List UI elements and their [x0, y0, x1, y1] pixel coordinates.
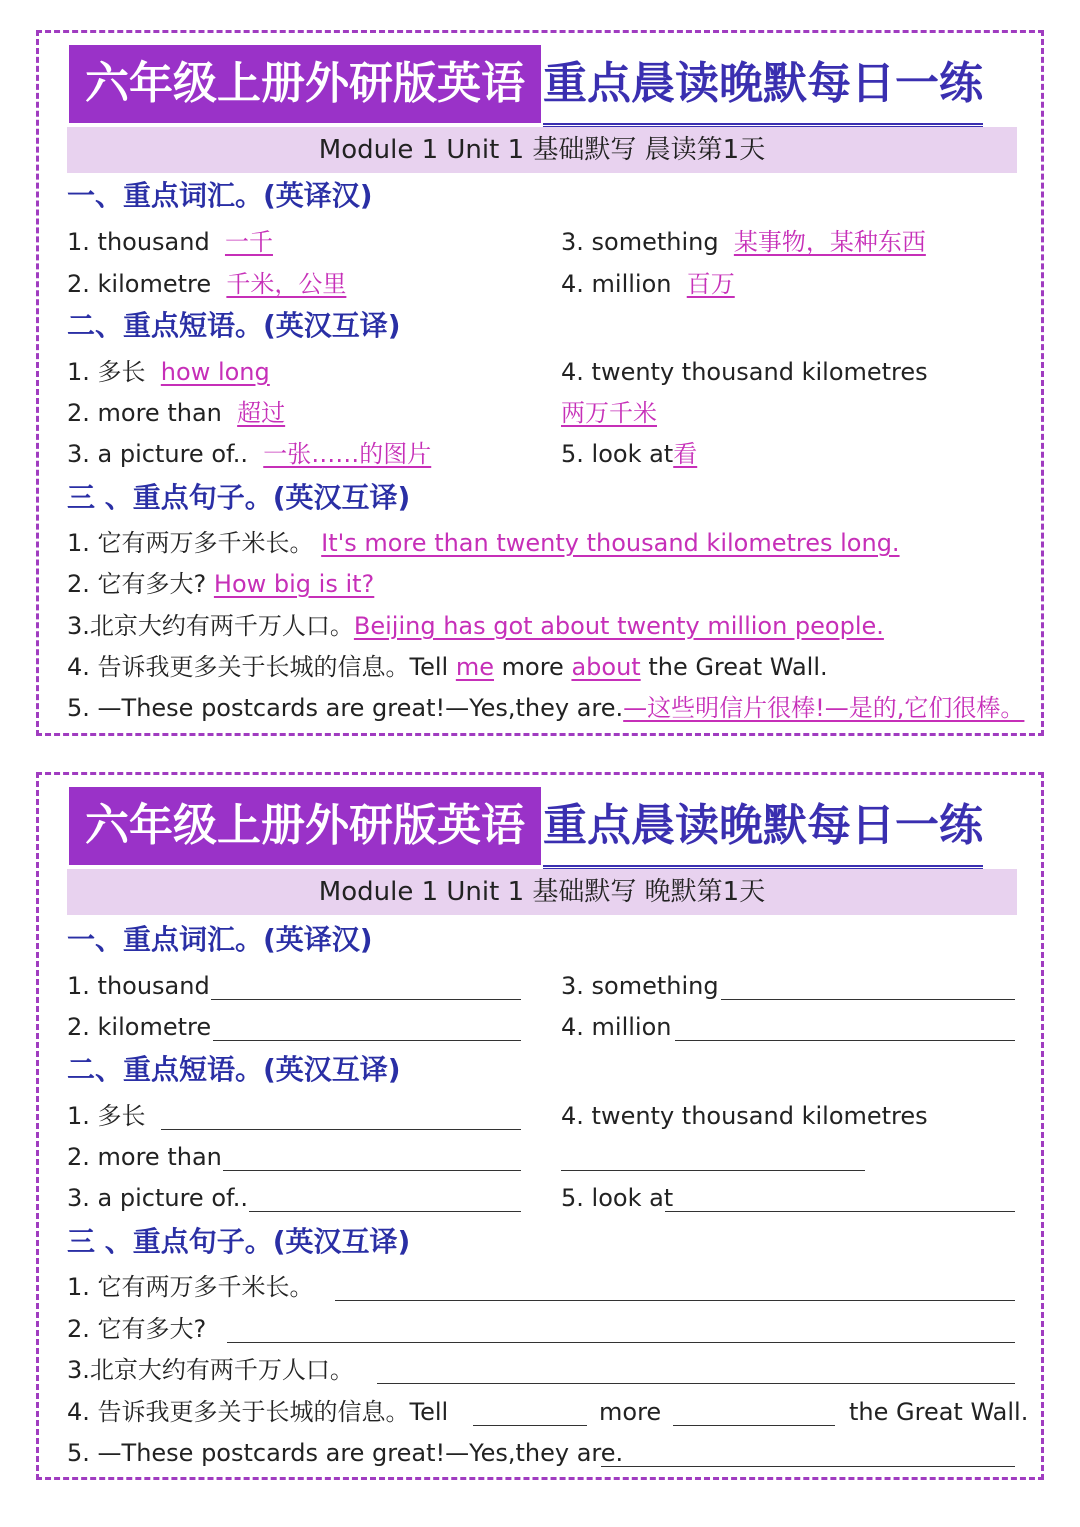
phrase-answer: 一张……的图片: [263, 440, 432, 468]
answer-blank[interactable]: [473, 1425, 587, 1426]
answer-blank[interactable]: [213, 1040, 521, 1041]
sentence-word: the Great Wall.: [849, 1398, 1029, 1426]
answer-blank[interactable]: [675, 1040, 1015, 1041]
vocab-item: 1. thousand: [67, 972, 210, 1000]
phrase-item: 1. 多长: [67, 1102, 146, 1130]
vocab-answer: 百万: [686, 270, 735, 298]
answer-blank[interactable]: [335, 1300, 1015, 1301]
vocab-answer: 千米，公里: [226, 270, 347, 298]
phrase-item: 5. look at看: [561, 440, 698, 468]
subtitle-bar: [67, 127, 1017, 173]
phrase-answer: 两万千米: [561, 399, 657, 427]
morning-reading-card: [36, 30, 1044, 736]
vocab-item: 3. something 某事物，某种东西: [561, 228, 926, 256]
sentence-item: 2. 它有多大?: [67, 1315, 207, 1343]
vocab-item: 4. million: [561, 1013, 672, 1041]
answer-blank[interactable]: [377, 1383, 1015, 1384]
subtitle-bar: [67, 869, 1017, 915]
answer-blank[interactable]: [223, 1170, 521, 1171]
sentence-item: 5. —These postcards are great!—Yes,they are.: [67, 1439, 624, 1467]
section-phrases-heading: 二、重点短语。(英汉互译): [67, 1053, 401, 1086]
phrase-answer: 超过: [237, 399, 286, 427]
sentence-answer: It's more than twenty thousand kilometres long.: [321, 529, 900, 557]
sentence-answer: about: [571, 653, 641, 681]
phrase-item: 1. 多长 how long: [67, 358, 270, 386]
vocab-item: 4. million 百万: [561, 270, 735, 298]
vocab-answer: 一千: [224, 228, 273, 256]
answer-blank[interactable]: [561, 1170, 865, 1171]
answer-blank[interactable]: [721, 999, 1015, 1000]
sentence-answer: How big is it?: [213, 570, 375, 598]
vocab-item: 2. kilometre: [67, 1013, 212, 1041]
answer-blank[interactable]: [673, 1425, 835, 1426]
section-phrases-heading: 二、重点短语。(英汉互译): [67, 309, 401, 342]
phrase-item: 3. a picture of..: [67, 1184, 248, 1212]
answer-blank[interactable]: [211, 999, 521, 1000]
evening-dictation-card: [36, 772, 1044, 1480]
vocab-item: 2. kilometre 千米，公里: [67, 270, 347, 298]
sentence-word: more: [599, 1398, 662, 1426]
sentence-item: 4. 告诉我更多关于长城的信息。Tell me more about the Great Wall.: [67, 653, 828, 681]
sentence-item: 3.北京大约有两千万人口。: [67, 1356, 354, 1384]
section-sentences-heading: 三 、重点句子。(英汉互译): [67, 481, 411, 514]
sentence-answer: Beijing has got about twenty million people.: [353, 612, 884, 640]
vocab-item: 3. something: [561, 972, 719, 1000]
answer-blank[interactable]: [665, 1211, 1015, 1212]
phrase-item: 2. more than 超过: [67, 399, 286, 427]
subtitle: Module 1 Unit 1 基础默写 晚默第1天: [318, 877, 766, 907]
phrase-item: 2. more than: [67, 1143, 222, 1171]
title-left: 六年级上册外研版英语: [69, 787, 541, 865]
phrase-item: 4. twenty thousand kilometres: [561, 358, 928, 386]
title-left: 六年级上册外研版英语: [69, 45, 541, 123]
sentence-item: 5. —These postcards are great!—Yes,they are.—这些明信片很棒!—是的,它们很棒。: [67, 694, 1025, 722]
sentence-item: 2. 它有多大? How big is it?: [67, 570, 375, 598]
section-sentences-heading: 三 、重点句子。(英汉互译): [67, 1225, 411, 1258]
title-right: 重点晨读晚默每日一练: [543, 45, 983, 128]
section-vocab-heading: 一、重点词汇。(英译汉): [67, 179, 373, 212]
section-vocab-heading: 一、重点词汇。(英译汉): [67, 923, 373, 956]
sentence-item: 1. 它有两万多千米长。: [67, 1273, 314, 1301]
phrase-answer: 看: [673, 440, 698, 468]
answer-blank[interactable]: [227, 1342, 1015, 1343]
phrase-item: 3. a picture of.. 一张……的图片: [67, 440, 432, 468]
phrase-item: 5. look at: [561, 1184, 674, 1212]
sentence-item: 3.北京大约有两千万人口。Beijing has got about twenty million people.: [67, 612, 884, 640]
vocab-answer: 某事物，某种东西: [733, 228, 926, 256]
sentence-item: 1. 它有两万多千米长。 It's more than twenty thousand kilometres long.: [67, 529, 900, 557]
answer-blank[interactable]: [161, 1129, 521, 1130]
sentence-answer: —这些明信片很棒!—是的,它们很棒。: [623, 694, 1025, 722]
sentence-answer: me: [455, 653, 494, 681]
answer-blank[interactable]: [249, 1211, 521, 1212]
title-right: 重点晨读晚默每日一练: [543, 787, 983, 870]
vocab-item: 1. thousand 一千: [67, 228, 273, 256]
subtitle: Module 1 Unit 1 基础默写 晨读第1天: [318, 135, 766, 165]
sentence-item: 4. 告诉我更多关于长城的信息。Tell: [67, 1398, 449, 1426]
phrase-answer: how long: [160, 358, 270, 386]
phrase-item: 4. twenty thousand kilometres: [561, 1102, 928, 1130]
answer-blank[interactable]: [601, 1466, 1015, 1467]
